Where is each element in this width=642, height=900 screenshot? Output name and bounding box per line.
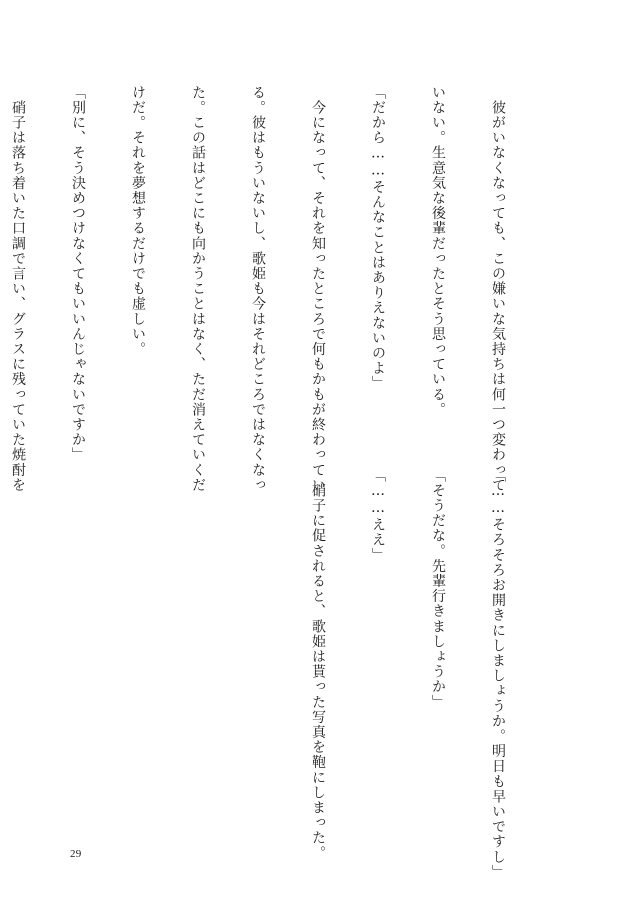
- dialogue-line: 「……ええ」: [370, 468, 386, 563]
- dialogue-line: 「だから……そんなことはありえないのよ」: [370, 85, 386, 391]
- text-line: いない。生意気な後輩だったとそう思っている。: [430, 85, 446, 418]
- text-line: 硝子に促されると、歌姫は貰った写真を鞄にしまった。: [310, 468, 326, 861]
- text-line: る。彼はもういないし、歌姫も今はそれどころではなくなっ: [250, 85, 266, 493]
- text-line: 硝子は落ち着いた口調で言い、グラスに残っていた焼酎を: [10, 85, 26, 493]
- page-number: 29: [70, 848, 82, 860]
- text-line: 彼がいなくなっても、この嫌いな気持ちは何一つ変わって: [490, 85, 506, 493]
- dialogue-line: 「別に、そう決めつけなくてもいいんじゃないですか」: [70, 85, 86, 463]
- vertical-text-block-top: [0, 85, 548, 493]
- vertical-text-block-bottom: [268, 468, 548, 880]
- text-line: けだ。それを夢想するだけでも虚しい。: [130, 85, 146, 357]
- dialogue-line: 「そうだな。先輩行きましょうか」: [430, 468, 446, 710]
- text-line: 今になって、それを知ったところで何もかもが終わってい: [310, 85, 326, 493]
- text-line: た。この話はどこにも向かうことはなく、ただ消えていくだ: [190, 85, 206, 493]
- dialogue-line: 「……そろそろお開きにしましょうか。明日も早いですし」: [490, 468, 506, 880]
